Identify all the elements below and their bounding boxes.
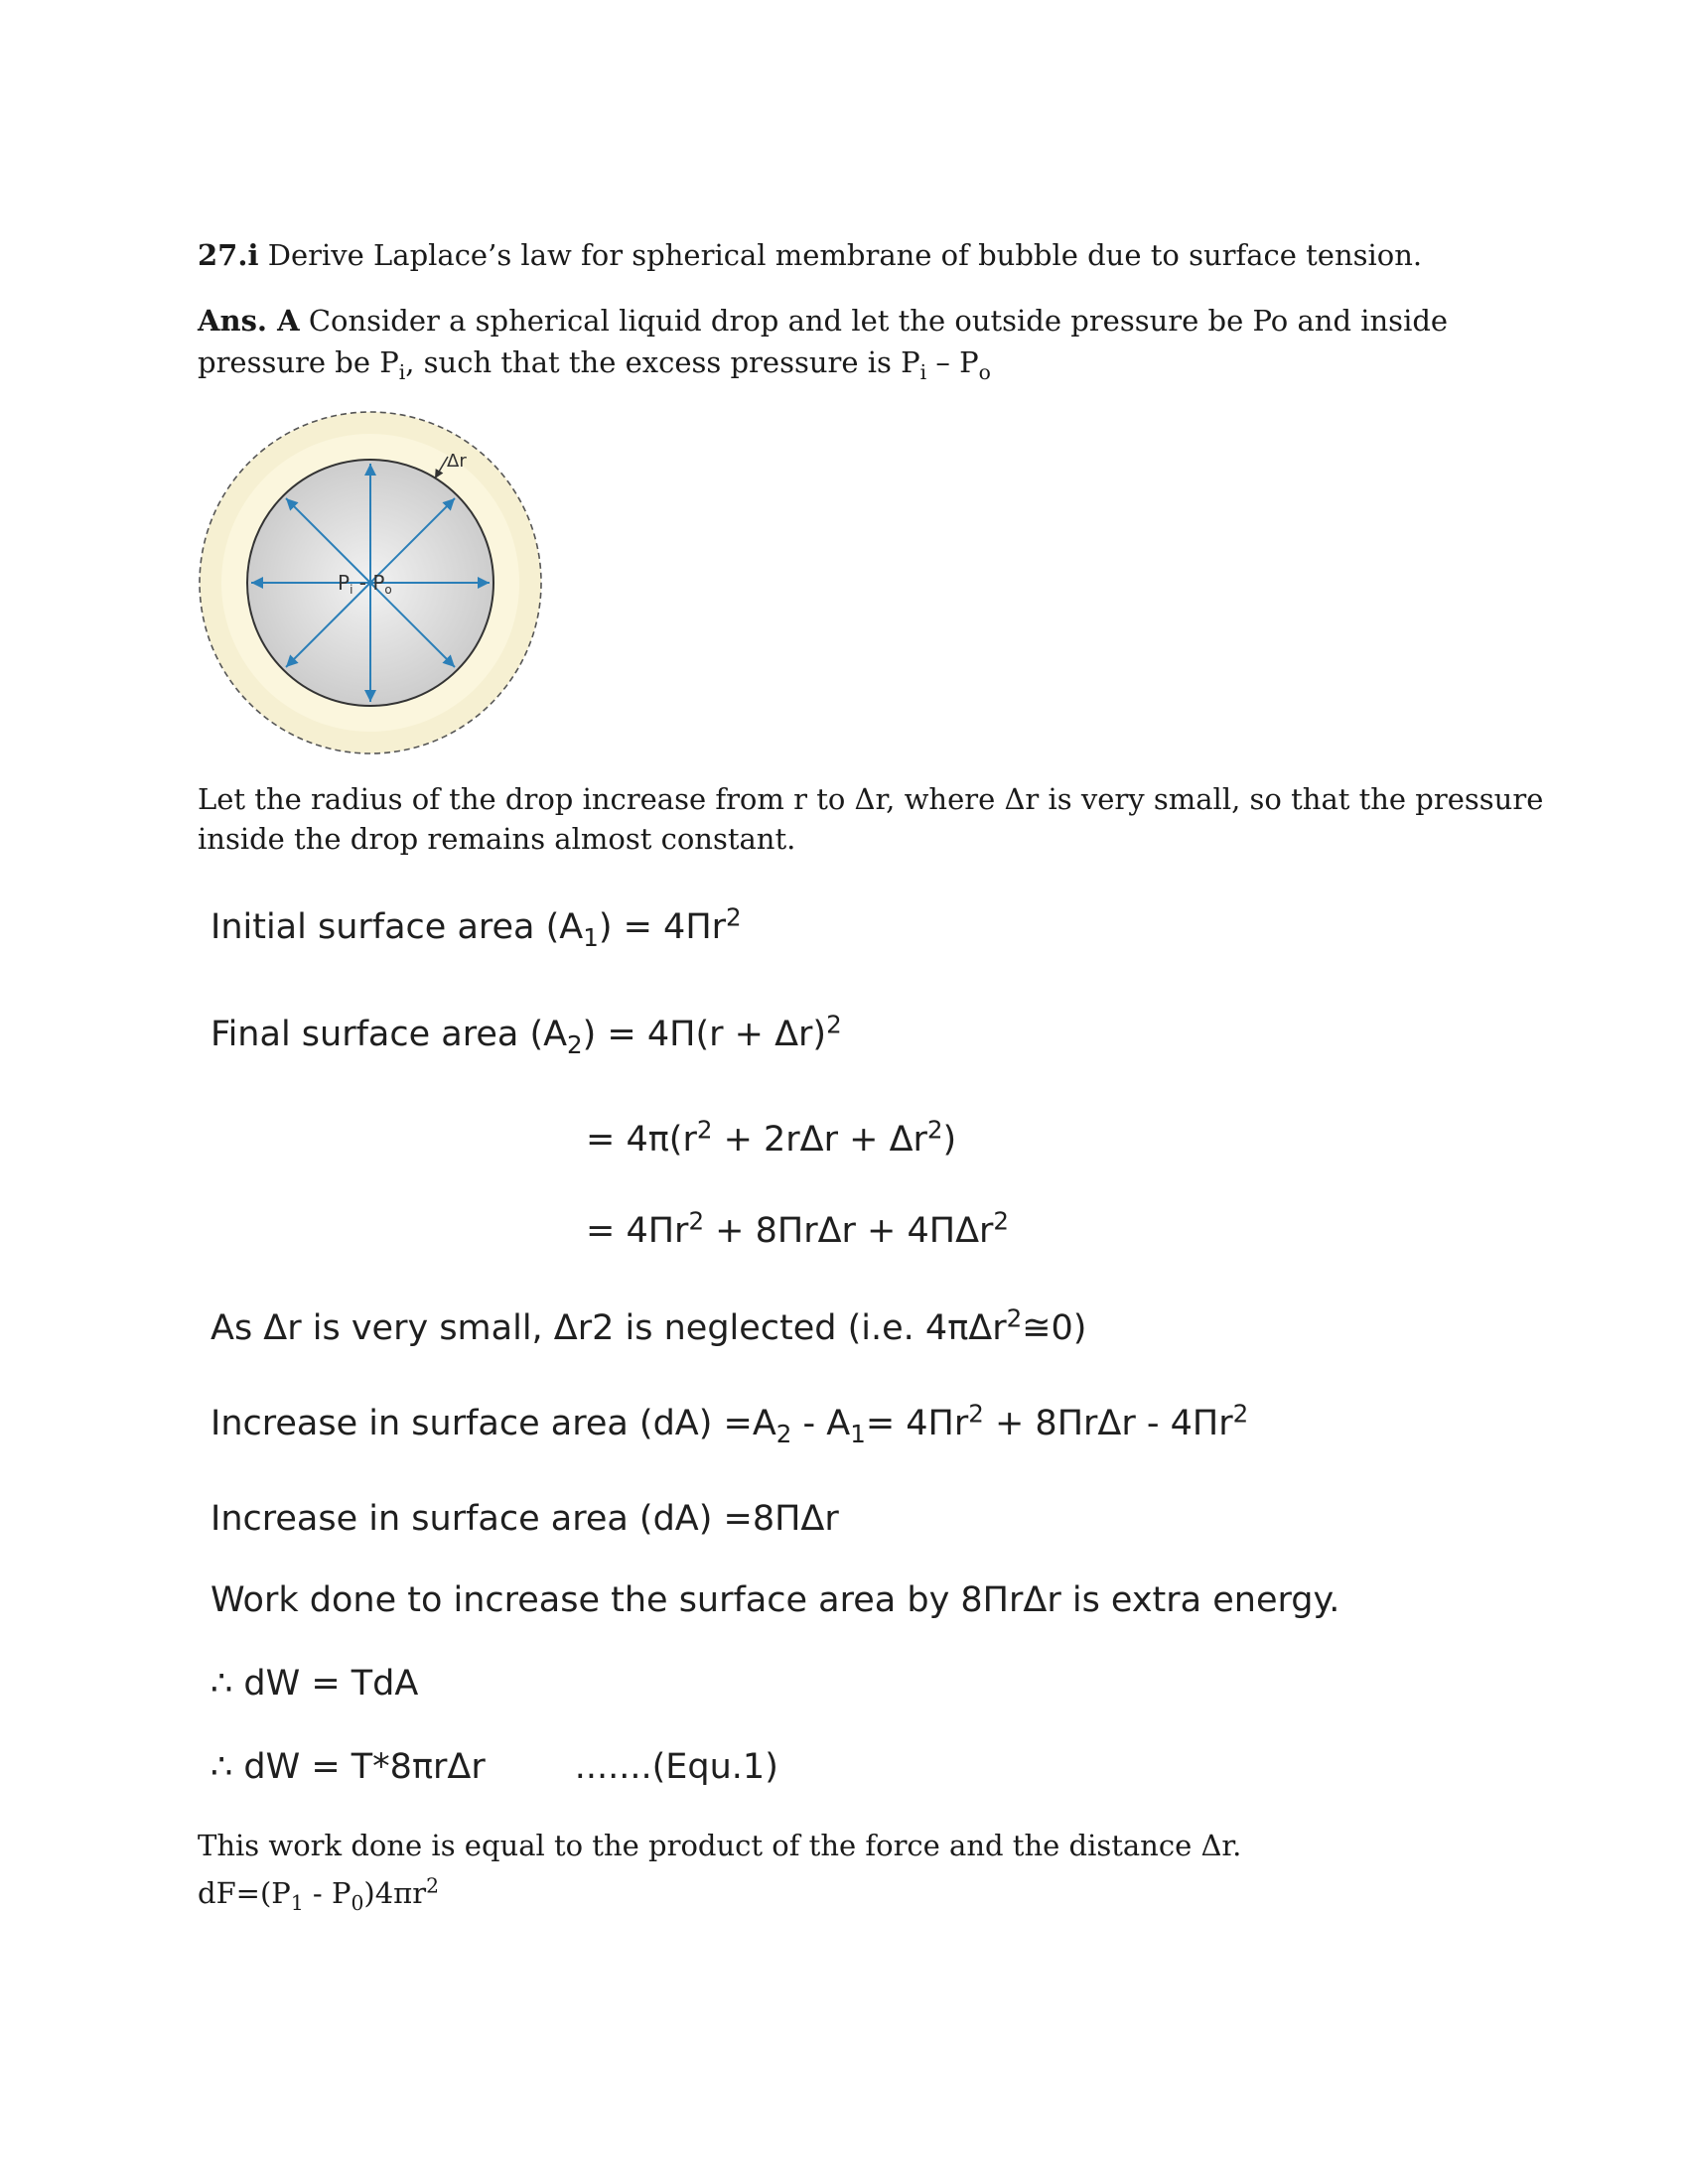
equation-expansion-2 [586,1206,1010,1251]
subscript: 1 [850,1420,866,1448]
eq-part: Initial surface area (A [211,907,584,947]
superscript: 2 [696,1115,713,1145]
pressure-label-part: P [338,571,351,595]
equation-initial-area [211,902,742,952]
eq-part: + 8ΠrΔr - 4Πr [983,1404,1233,1443]
subscript: o [978,359,991,384]
answer-label: Ans. A [198,304,300,338]
delta-r-label: Δr [447,451,467,472]
pressure-label [338,571,392,597]
question-body: Derive Laplace’s law for spherical membrane of bubble due to surface tension. [258,238,1423,272]
subscript: 1 [290,1890,304,1915]
drop-diagram [197,409,544,756]
eq-part: ) = 4Π(r + Δr) [582,1015,827,1054]
eq-part: Final surface area (A [211,1015,568,1054]
eq-part: ≅0) [1022,1308,1087,1348]
eq-part: ) = 4Πr [598,907,727,947]
answer-line-2-part: , such that the excess pressure is P [405,345,920,379]
paragraph-2: This work done is equal to the product of the force and the distance Δr. [198,1829,1242,1862]
superscript: 2 [688,1206,705,1236]
eq-part: ∴ dW = T*8πrΔr [211,1747,486,1787]
pressure-sub: o [384,583,392,597]
question-number: 27.i [198,238,259,272]
eq-part: - P [303,1876,352,1910]
eq-part: = 4Πr [586,1211,689,1251]
answer-line-1 [198,304,1448,338]
superscript: 2 [726,902,742,932]
pressure-sub: i [350,583,353,597]
equation-neglect-note [211,1303,1087,1348]
equation-work-1 [211,1747,778,1787]
eq-part: + 2rΔr + Δr [712,1120,927,1160]
answer-line-2-part: – P [926,345,979,379]
superscript: 2 [926,1115,943,1145]
subscript: 0 [351,1890,364,1915]
equation-reference: .......(Equ.1) [574,1747,778,1787]
subscript: i [919,359,927,384]
eq-part: ) [942,1120,957,1160]
superscript: 2 [426,1873,439,1898]
work-statement: Work done to increase the surface area by 8ΠrΔr is extra energy. [211,1580,1340,1620]
superscript: 2 [993,1206,1010,1236]
eq-part: = 4π(r [586,1120,697,1160]
equation-final-area [211,1010,842,1059]
eq-part: + 8ΠrΔr + 4ΠΔr [704,1211,994,1251]
subscript: 1 [583,923,599,952]
eq-part: - A [791,1404,851,1443]
eq-part: = 4Πr [865,1404,969,1443]
answer-line-2 [198,345,991,384]
answer-line-2-part: pressure be P [198,345,399,379]
superscript: 2 [826,1010,842,1039]
pressure-label-part: - P [352,571,385,595]
eq-part: )4πr [363,1876,427,1910]
superscript: 2 [1006,1303,1023,1333]
force-equation [198,1873,439,1915]
equation-expansion-1 [586,1115,957,1160]
equation-area-increase [211,1399,1249,1448]
subscript: i [398,359,406,384]
paragraph-1-line-1: Let the radius of the drop increase from r to Δr, where Δr is very small, so that the pressure [198,782,1544,816]
equation-area-result: Increase in surface area (dA) =8ΠΔr [211,1499,839,1539]
subscript: 2 [775,1420,792,1448]
superscript: 2 [968,1399,984,1429]
subscript: 2 [567,1030,583,1059]
superscript: 2 [1232,1399,1249,1429]
eq-part: dF=(P [198,1876,291,1910]
eq-part: As Δr is very small, Δr2 is neglected (i.e. 4πΔr [211,1308,1007,1348]
question-text [198,238,1422,272]
answer-line-1-text: Consider a spherical liquid drop and let the outside pressure be Po and inside [299,304,1449,338]
equation-work: ∴ dW = TdA [211,1664,419,1704]
paragraph-1-line-2: inside the drop remains almost constant. [198,822,796,856]
eq-part: Increase in surface area (dA) =A [211,1404,776,1443]
